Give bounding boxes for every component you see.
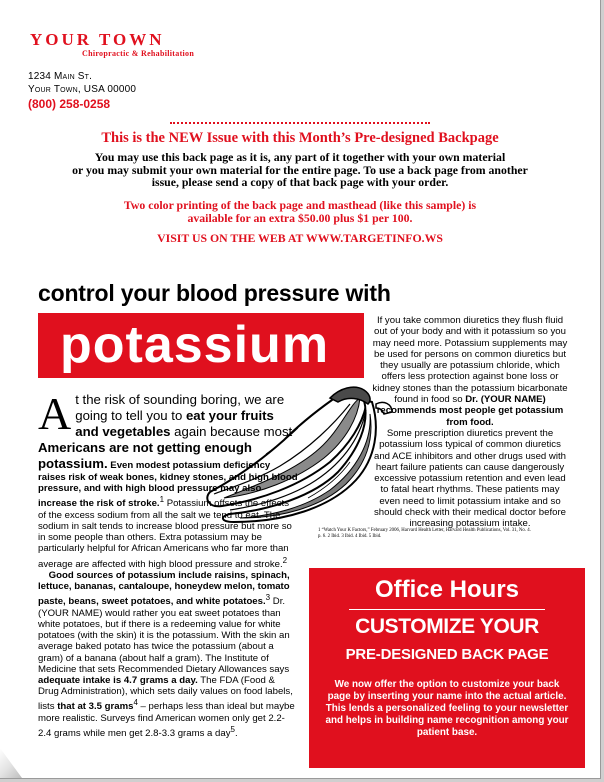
right-p1-text: If you take common diuretics they flush fluid out of your body and with it potassium so you may need more. Potassium supplements may be used for persons on common diuretics but they usually are potassium chloride, which offers less protection against bone loss or kidney stones than the potassium bicarbonate found in food so bbox=[372, 315, 568, 406]
promo-body bbox=[30, 151, 570, 189]
office-hours-box bbox=[309, 568, 585, 768]
lead-paragraph bbox=[38, 388, 298, 570]
office-divider bbox=[349, 609, 545, 610]
superscript: 5 bbox=[230, 725, 235, 735]
predesigned-heading: PRE-DESIGNED BACK PAGE bbox=[345, 646, 549, 663]
promo-body-line: You may use this back page as it is, any part of it together with your own material bbox=[94, 150, 506, 164]
superscript: 2 bbox=[282, 555, 288, 565]
customize-heading: CUSTOMIZE YOUR bbox=[355, 615, 539, 638]
promo-color-line: available for an extra $50.00 plus $1 per 100. bbox=[187, 210, 413, 225]
logo bbox=[30, 30, 194, 58]
superscript: 3 bbox=[265, 593, 271, 603]
promo-color-note bbox=[30, 199, 570, 224]
logo-name: YOUR TOWN bbox=[30, 30, 165, 49]
potassium-banner bbox=[38, 313, 364, 378]
p2-bold-3: that at 3.5 grams bbox=[57, 701, 134, 713]
phone-number: (800) 258-0258 bbox=[28, 97, 111, 111]
promo-body-line: issue, please send a copy of that back page with your order. bbox=[151, 175, 449, 189]
superscript: 1 bbox=[159, 495, 165, 505]
page-curl bbox=[0, 748, 22, 778]
lead-bold-1: eat your fruits and vegetables bbox=[75, 408, 274, 439]
logo-subtitle: Chiropractic & Rehabilitation bbox=[82, 49, 195, 58]
article-headline: control your blood pressure with bbox=[38, 280, 391, 306]
promo-web-link[interactable]: VISIT US ON THE WEB AT WWW.TARGETINFO.WS bbox=[157, 231, 443, 245]
lead-bold-2: Americans are not getting enough potassium. bbox=[38, 440, 252, 471]
address-city: Your Town, USA 00000 bbox=[28, 84, 137, 95]
p1-text-a: Even modest potassium deficiency raises risk of weak bones, kidney stones, and high blood pressure, and with high blood pressure may also increase the risk of stroke. bbox=[38, 460, 298, 510]
superscript: 4 bbox=[133, 698, 138, 708]
p2-end: . bbox=[234, 728, 238, 740]
footnote-2: p. 6. 2 Ibid. 3 Ibid. 4 Ibid. 5 Ibid. bbox=[318, 534, 382, 539]
p1-text-b: Potassium offsets the effects of the excess sodium from all the salt we tend to eat. The sodium in salt tends to increase blood pressure but more so in some people than others. Extra potassium may be particularly helpful for African Americans who far more than average are affected with high blood pressure and stroke. bbox=[38, 498, 292, 570]
p2-text-c: – perhaps less than ideal but maybe more realistic. Surveys find American women only get 2.2-2.4 grams while men get 2.8-3.3 grams a day bbox=[38, 701, 295, 740]
left-column-text bbox=[38, 388, 298, 740]
drop-cap: A bbox=[38, 388, 72, 439]
lead-text-1: t the risk of sounding boring, we are going to tell you to bbox=[75, 392, 285, 423]
banner-word: potassium bbox=[60, 316, 330, 374]
office-hours-title: Office Hours bbox=[374, 576, 520, 603]
p2-bold-2: adequate intake is 4.7 grams a day. bbox=[38, 675, 198, 687]
address-street: 1234 Main St. bbox=[28, 71, 93, 82]
promo-headline: This is the NEW Issue with this Month’s Pre-designed Backpage bbox=[101, 130, 499, 146]
office-body: We now offer the option to customize your back page by inserting your name into the actual article. This lends a personalized feeling to your newsletter and helps in building name recognition among your patient base. bbox=[325, 679, 569, 738]
right-p1-bold: Dr. (YOUR NAME) recommends most people get potassium from food. bbox=[376, 394, 564, 428]
promo-body-line: or you may submit your own material for the entire page. To use a back page from another bbox=[72, 162, 528, 177]
right-paragraph-1 bbox=[370, 315, 570, 428]
dotted-divider bbox=[170, 122, 430, 124]
second-paragraph bbox=[38, 570, 298, 739]
address-block bbox=[28, 70, 136, 111]
right-paragraph-2: Some prescription diuretics prevent the potassium loss typical of common diuretics and ACE inhibitors and other drugs used with heart failure patients can cause dangerously excessive potassium retention and even lead to fatal heart rhythms. These patients may even need to limit potassium intake and so should check with their medical doctor before increasing potassium intake. bbox=[374, 427, 566, 530]
p2-text-a: Dr. (YOUR NAME) would rather you eat sweet potatoes than white potatoes, but if there is a redeeming value for white potatoes (with the skin) it is the potassium. With the skin an average baked potato has twice the potassium (about a gram) of a banana (about half a gram). The Institute of Medicine that sets Recommended Dietary Allowances says bbox=[38, 596, 290, 675]
p2-text-b: The FDA (Food & Drug Administration), which sets daily values on food labels, lists bbox=[38, 675, 293, 713]
footnote-1: 1 “Watch Your K Factors,” February 2006, Harvard Health Letter, Harvard Health Publications, Vol. 31, No. 4. bbox=[318, 528, 531, 533]
lead-text-2: again because most bbox=[170, 424, 293, 439]
p2-bold: Good sources of potassium include raisins, spinach, lettuce, bananas, cantaloupe, honeydew melon, tomato paste, beans, sweet potatoes, and white potatoes. bbox=[38, 570, 290, 608]
right-column-text bbox=[370, 315, 570, 530]
promo-color-line: Two color printing of the back page and masthead (like this sample) is bbox=[123, 198, 477, 212]
footnotes bbox=[318, 528, 588, 540]
